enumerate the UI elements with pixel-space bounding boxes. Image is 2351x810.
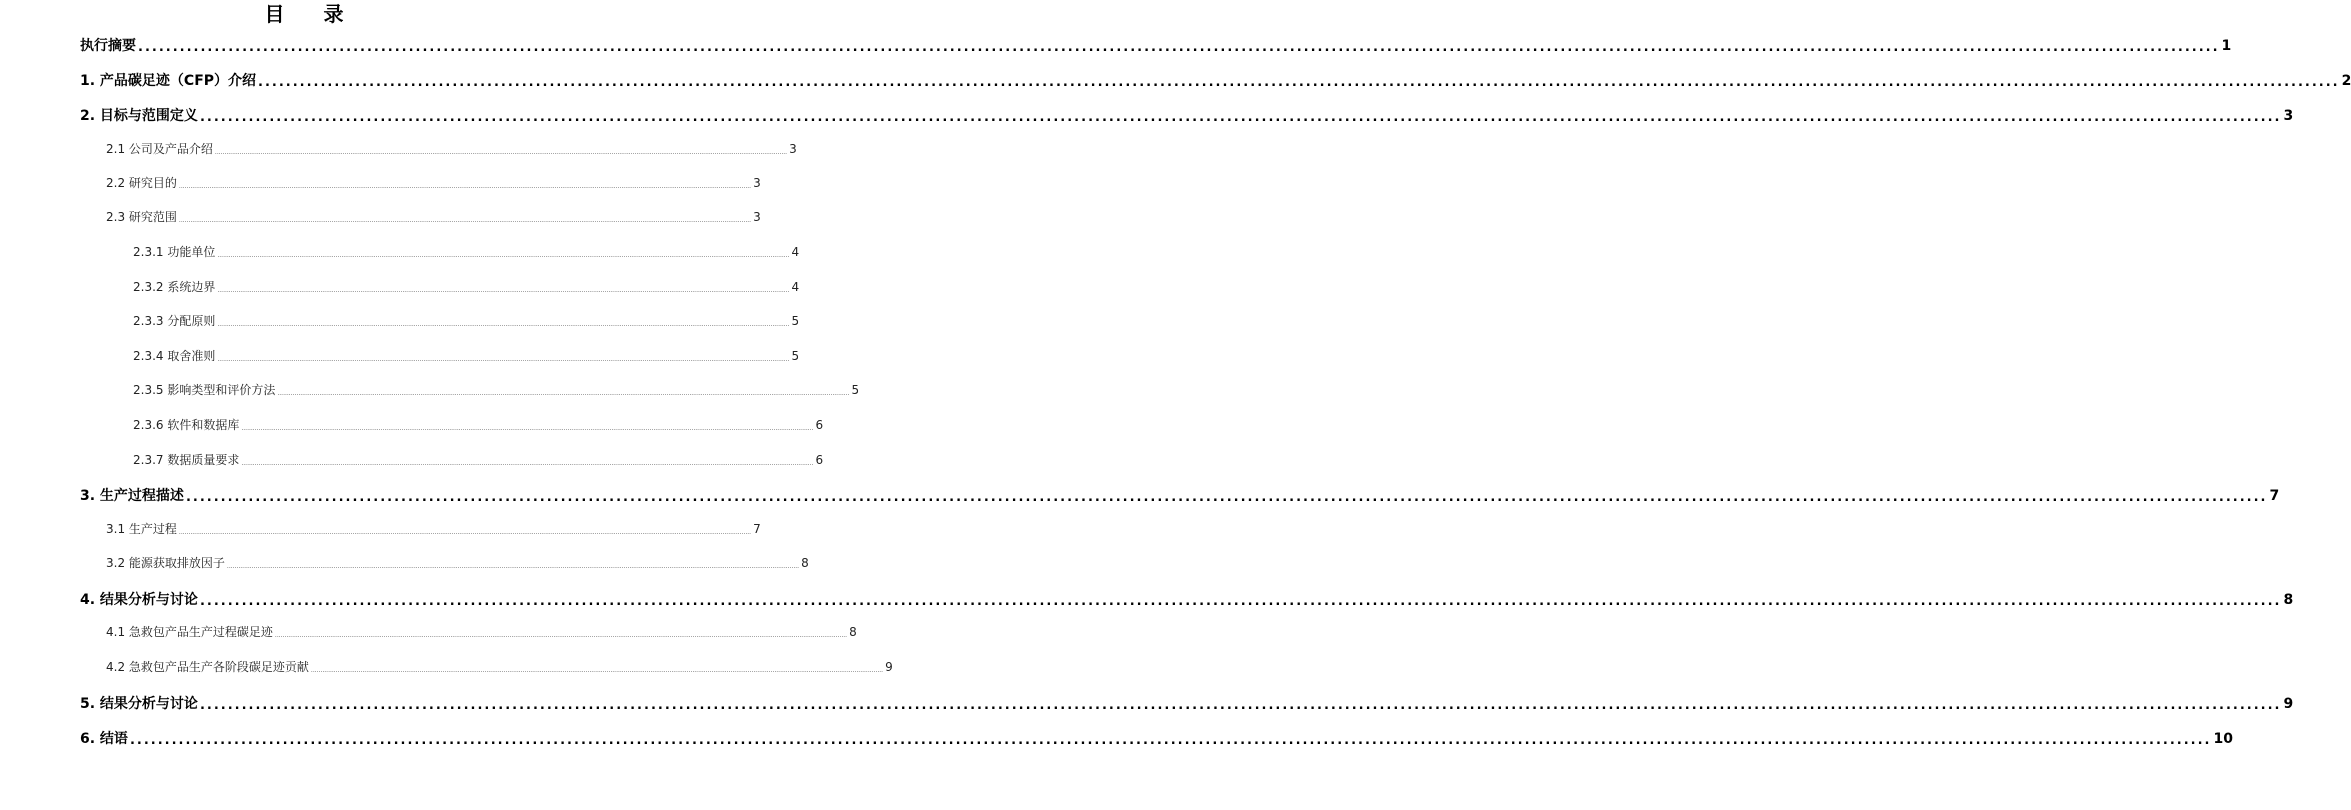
toc-entry[interactable] (80, 72, 2351, 90)
page-title: 目 录 (264, 2, 360, 26)
dot-leader: ............................................................................................................................................................................................................................................................................................................ (217, 321, 790, 328)
toc-entry[interactable] (133, 280, 800, 295)
toc-entry-label: 2.3 研究范围 (106, 210, 177, 224)
toc-entry-page: 5 (791, 314, 800, 328)
toc-entry-label: 5. 结果分析与讨论 (80, 696, 198, 712)
toc-entry-label: 1. 产品碳足迹（CFP）介绍 (80, 73, 257, 89)
toc-entry[interactable] (80, 107, 2294, 125)
dot-leader: ............................................................................................................................................................................................................................................................................................................ (241, 460, 814, 467)
dot-leader: ............................................................................................................................................................................................................................................................................................................ (214, 149, 788, 156)
toc-entry-page: 8 (2283, 592, 2294, 608)
toc-entry[interactable] (106, 625, 857, 640)
toc-entry-label: 2.3.2 系统边界 (133, 280, 216, 294)
toc-entry[interactable] (80, 487, 2280, 505)
toc-entry[interactable] (80, 591, 2294, 609)
dot-leader: ............................................................................................................................................................................................................................................................................................................ (310, 667, 884, 674)
toc-entry-label: 2.1 公司及产品介绍 (106, 142, 213, 156)
toc-entry-page: 3 (2283, 108, 2294, 124)
toc-entry[interactable] (133, 314, 800, 329)
toc-entry-label: 2.3.5 影响类型和评价方法 (133, 383, 276, 397)
dot-leader: ............................................................................................................................................................................................................................................................................................................ (277, 390, 850, 397)
toc-entry[interactable] (133, 383, 860, 398)
toc-entry-label: 2.3.7 数据质量要求 (133, 453, 240, 467)
toc-entry-label: 2.3.1 功能单位 (133, 245, 216, 259)
toc-entry-page: 10 (2213, 731, 2233, 747)
toc-entry-page: 9 (885, 660, 893, 674)
toc-entry-label: 4.2 急救包产品生产各阶段碳足迹贡献 (106, 660, 309, 674)
toc-entry[interactable] (133, 418, 824, 433)
toc-entry-label: 4. 结果分析与讨论 (80, 592, 198, 608)
toc-entry-label: 2.3.3 分配原则 (133, 314, 216, 328)
dot-leader: ............................................................................................................................................................................................................................................................................................................ (199, 594, 2282, 609)
toc-entry-page: 7 (2269, 488, 2280, 504)
toc-entry-page: 1 (2221, 38, 2232, 54)
toc-entry[interactable] (80, 37, 2232, 55)
dot-leader: ............................................................................................................................................................................................................................................................................................................ (178, 529, 752, 536)
dot-leader: ............................................................................................................................................................................................................................................................................................................ (217, 356, 790, 363)
toc-entry-label: 3.1 生产过程 (106, 522, 177, 536)
toc-entry[interactable] (80, 730, 2233, 748)
toc-entry[interactable] (80, 695, 2294, 713)
toc-entry-page: 9 (2283, 696, 2294, 712)
dot-leader: ............................................................................................................................................................................................................................................................................................................ (217, 252, 790, 259)
toc-entry-page: 8 (801, 556, 809, 570)
toc-entry-page: 8 (849, 625, 857, 639)
toc-entry[interactable] (133, 349, 800, 364)
toc-entry[interactable] (133, 245, 800, 260)
dot-leader: ............................................................................................................................................................................................................................................................................................................ (129, 733, 2212, 748)
dot-leader: ............................................................................................................................................................................................................................................................................................................ (241, 425, 814, 432)
dot-leader: ............................................................................................................................................................................................................................................................................................................ (217, 287, 790, 294)
dot-leader: ............................................................................................................................................................................................................................................................................................................ (185, 490, 2268, 505)
dot-leader: ............................................................................................................................................................................................................................................................................................................ (178, 183, 752, 190)
toc-entry[interactable] (106, 522, 761, 537)
toc-entry-label: 执行摘要 (80, 38, 136, 54)
toc-entry-page: 3 (789, 142, 797, 156)
toc-entry-page: 3 (753, 210, 761, 224)
dot-leader: ............................................................................................................................................................................................................................................................................................................ (258, 75, 2340, 90)
dot-leader: ............................................................................................................................................................................................................................................................................................................ (138, 40, 2220, 55)
toc-entry-page: 5 (851, 383, 860, 397)
toc-entry-page: 6 (815, 418, 824, 432)
toc-entry-page: 4 (791, 245, 800, 259)
dot-leader: ............................................................................................................................................................................................................................................................................................................ (199, 110, 2282, 125)
toc-entry-page: 6 (815, 453, 824, 467)
dot-leader: ............................................................................................................................................................................................................................................................................................................ (199, 698, 2282, 713)
dot-leader: ............................................................................................................................................................................................................................................................................................................ (274, 632, 848, 639)
toc-entry-page: 5 (791, 349, 800, 363)
dot-leader: ............................................................................................................................................................................................................................................................................................................ (226, 563, 800, 570)
toc-entry-page: 7 (753, 522, 761, 536)
toc-entry-label: 3.2 能源获取排放因子 (106, 556, 225, 570)
toc-entry-label: 2.3.6 软件和数据库 (133, 418, 240, 432)
toc-entry[interactable] (106, 556, 809, 571)
toc-entry-label: 2.3.4 取舍准则 (133, 349, 216, 363)
toc-entry-label: 2. 目标与范围定义 (80, 108, 198, 124)
toc-entry[interactable] (106, 176, 761, 191)
toc-entry-page: 4 (791, 280, 800, 294)
toc-entry[interactable] (106, 142, 797, 157)
toc-entry-label: 2.2 研究目的 (106, 176, 177, 190)
toc-entry[interactable] (133, 453, 824, 468)
toc-entry[interactable] (106, 210, 761, 225)
dot-leader: ............................................................................................................................................................................................................................................................................................................ (178, 217, 752, 224)
toc-entry-page: 2 (2341, 73, 2351, 89)
toc-entry-label: 6. 结语 (80, 731, 128, 747)
toc-entry-page: 3 (753, 176, 761, 190)
toc-entry[interactable] (106, 660, 893, 675)
toc-entry-label: 3. 生产过程描述 (80, 488, 184, 504)
toc-entry-label: 4.1 急救包产品生产过程碳足迹 (106, 625, 273, 639)
